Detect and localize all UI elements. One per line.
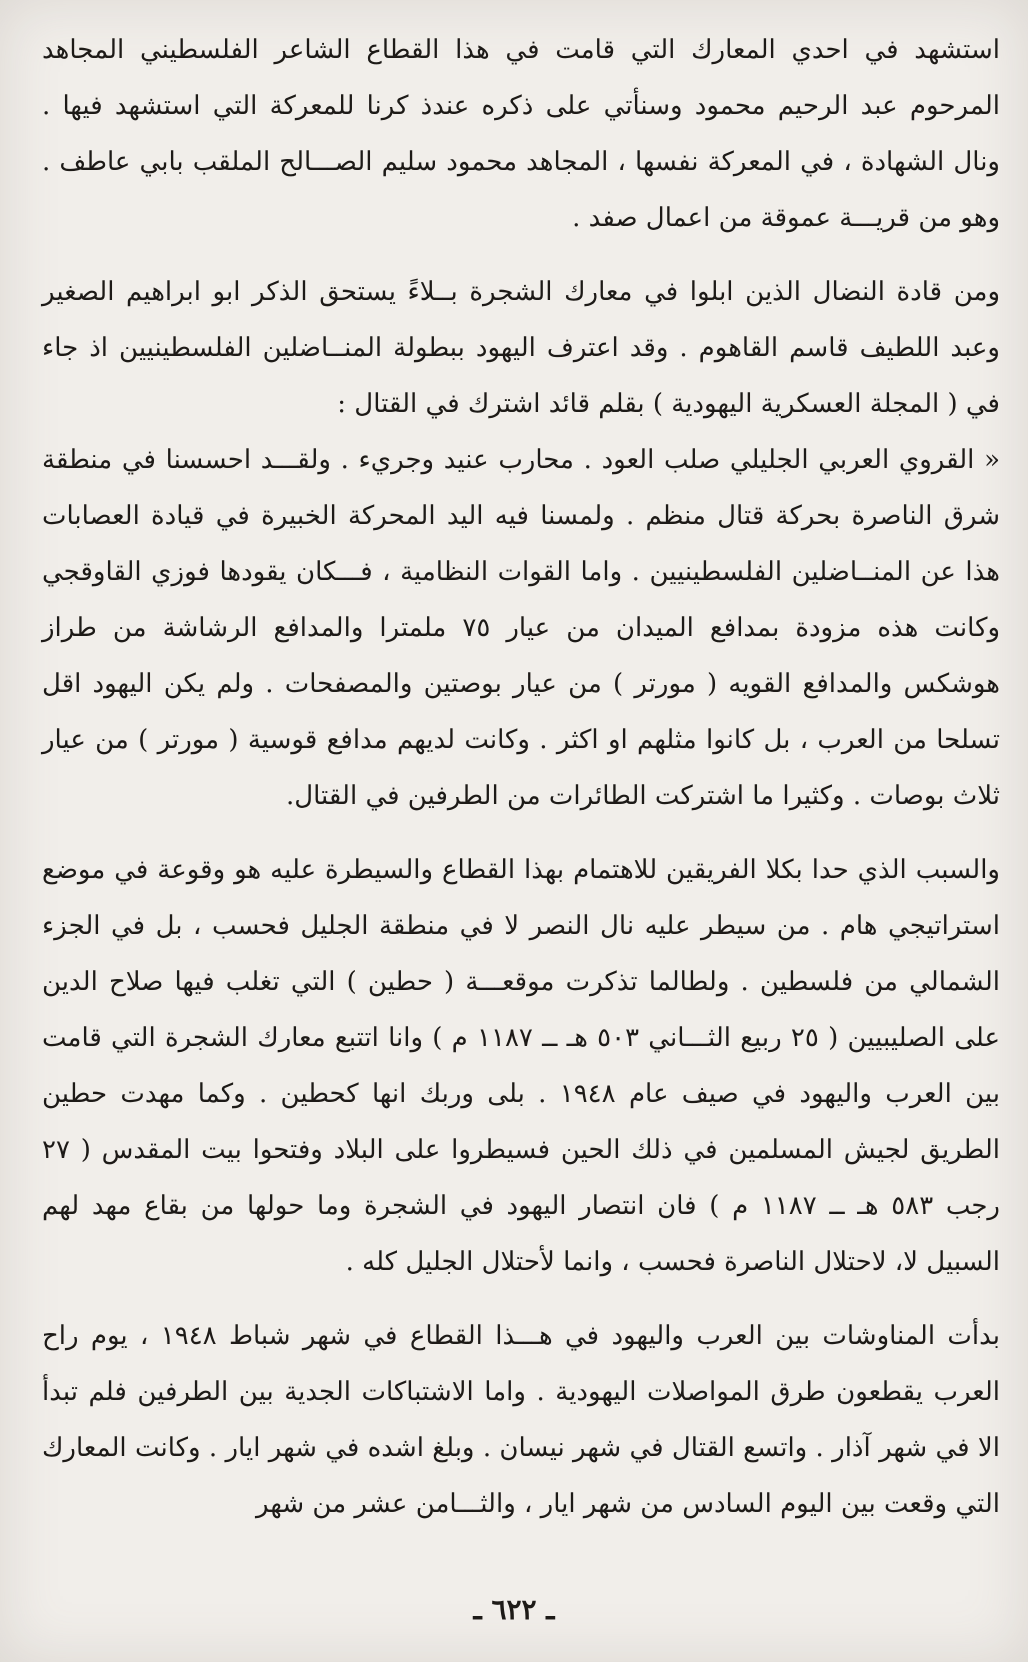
paragraph-5: بدأت المناوشات بين العرب واليهود في هـــذا القطاع في شهر شباط ١٩٤٨ ، يوم راح العرب يقطعون طرق المواصلات اليهودية . واما الاشتباكات الجدية بين الطرفين فلم تبدأ الا في شهر آذار . واتسع القتال في شهر نيسان . وبلغ اشده في شهر ايار . وكانت المعارك التي وقعت بين اليوم السادس من شهر ايار ، والثـــامن عشر من شهر: [42, 1321, 1001, 1519]
page-number: ـ ٦٢٢ ـ: [473, 1593, 555, 1626]
paragraph-2: ومن قادة النضال الذين ابلوا في معارك الشجرة بــلاءً يستحق الذكر ابو ابراهيم الصغير وعبد اللطيف قاسم القاهوم . وقد اعترف اليهود ببطولة المنــاضلين الفلسطينيين اذ جاء في ( المجلة العسكرية اليهودية ) بقلم قائد اشترك في القتال :: [42, 277, 1000, 419]
paragraph-1: استشهد في احدي المعارك التي قامت في هذا القطاع الشاعر الفلسطيني المجاهد المرحوم عبد الرحيم محمود وسنأتي على ذكره عندذ كرنا للمعركة التي استشهد فيها . ونال الشهادة ، في المعركة نفسها ، المجاهد محمود سليم الصـــالح الملقب بابي عاطف . وهو من قريـــة عموقة من اعمال صفد .: [42, 35, 1000, 233]
paragraph-4: والسبب الذي حدا بكلا الفريقين للاهتمام بهذا القطاع والسيطرة عليه هو وقوعة في موضع استراتيجي هام . من سيطر عليه نال النصر لا في منطقة الجليل فحسب ، بل في الجزء الشمالي من فلسطين . ولطالما تذكرت موقعـــة ( حطين ) التي تغلب فيها صلاح الدين على الصليبيين ( ٢٥ ربيع الثـــاني ٥٠٣ هـ ــ ١١٨٧ م ) وانا اتتبع معارك الشجرة التي قامت بين العرب واليهود في صيف عام ١٩٤٨ . بلى وربك انها كحطين . وكما مهدت حطين الطريق لجيش المسلمين في ذلك الحين فسيطروا على البلاد وفتحوا بيت المقدس ( ٢٧ رجب ٥٨٣ هـ ــ ١١٨٧ م ) فان انتصار اليهود في الشجرة وما حولها من بقاع مهد لهم السبيل لا، لاحتلال الناصرة فحسب ، وانما لأحتلال الجليل كله .: [42, 855, 1000, 1277]
body-text: [42, 22, 1000, 1532]
paragraph-3-quote: « القروي العربي الجليلي صلب العود . محارب عنيد وجريء . ولقـــد احسسنا في منطقة شرق الناصرة بحركة قتال منظم . ولمسنا فيه اليد المحركة الخبيرة في قيادة العصابات هذا عن المنــاضلين الفلسطينيين . واما القوات النظامية ، فـــكان يقودها فوزي القاوقجي وكانت هذه مزودة بمدافع الميدان من عيار ٧٥ ملمترا والمدافع الرشاشة من طراز هوشكس والمدافع القويه ( مورتر ) من عيار بوصتين والمصفحات . ولم يكن اليهود اقل تسلحا من العرب ، بل كانوا مثلهم او اكثر . وكانت لديهم مدافع قوسية ( مورتر ) من عيار ثلاث بوصات . وكثيرا ما اشتركت الطائرات من الطرفين في القتال.: [42, 445, 1001, 811]
